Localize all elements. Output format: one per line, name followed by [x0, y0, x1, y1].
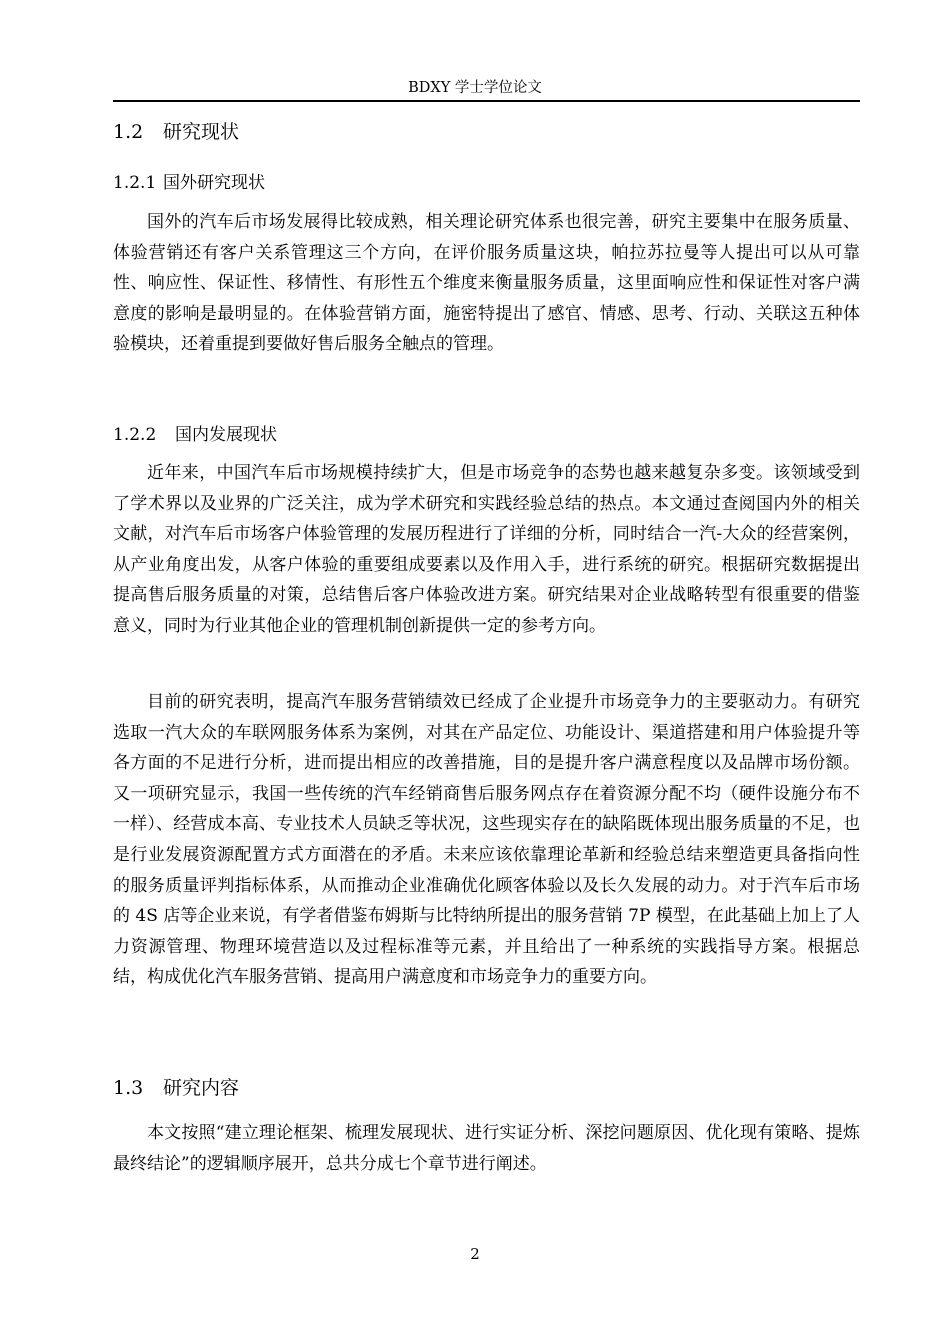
subsection-heading-1-2-2 [113, 424, 277, 446]
section-number: 1.3 [113, 1077, 144, 1099]
paragraph-domestic-development: 近年来，中国汽车后市场规模持续扩大，但是市场竞争的态势也越来越复杂多变。该领域受到了学术界以及业界的广泛关注，成为学术研究和实践经验总结的热点。本文通过查阅国内外的相关文献，对汽车后市场客户体验管理的发展历程进行了详细的分析，同时结合一汽-大众的经营案例，从产业角度出发，从客户体验的重要组成要素以及作用入手，进行系统的研究。根据研究数据提出提高售后服务质量的对策，总结售后客户体验改进方案。研究结果对企业战略转型有很重要的借鉴意义，同时为行业其他企业的管理机制创新提供一定的参考方向。 [113, 463, 860, 636]
subsection-heading-1-2-1 [113, 172, 265, 194]
subsection-number: 1.2.2 [113, 425, 157, 445]
paragraph-current-research: 目前的研究表明，提高汽车服务营销绩效已经成了企业提升市场竞争力的主要驱动力。有研究选取一汽大众的车联网服务体系为案例，对其在产品定位、功能设计、渠道搭建和用户体验提升等各方面的不足进行分析，进而提出相应的改善措施，目的是提升客户满意程度以及品牌市场份额。又一项研究显示，我国一些传统的汽车经销商售后服务网点存在着资源分配不均（硬件设施分布不一样）、经营成本高、专业技术人员缺乏等状况，这些现实存在的缺陷既体现出服务质量的不足，也是行业发展资源配置方式方面潜在的矛盾。未来应该依靠理论革新和经验总结来塑造更具备指向性的服务质量评判指标体系，从而推动企业准确优化顾客体验以及长久发展的动力。对于汽车后市场的 4S 店等企业来说，有学者借鉴布姆斯与比特纳所提出的服务营销 7P 模型，在此基础上加上了人力资源管理、物理环境营造以及过程标准等元素，并且给出了一种系统的实践指导方案。根据总结，构成优化汽车服务营销、提高用户满意度和市场竞争力的重要方向。 [113, 692, 860, 988]
paragraph-research-content: 本文按照“建立理论框架、梳理发展现状、进行实证分析、深挖问题原因、优化现有策略、提炼最终结论”的逻辑顺序展开，总共分成七个章节进行阐述。 [113, 1123, 860, 1174]
section-title: 研究现状 [163, 121, 240, 143]
section-number: 1.2 [113, 121, 144, 143]
section-heading-1-2 [113, 120, 239, 144]
page-number: 2 [470, 1245, 480, 1263]
section-heading-1-3 [113, 1076, 239, 1100]
subsection-number: 1.2.1 [113, 173, 157, 193]
header-rule [113, 100, 860, 102]
running-header: BDXY 学士学位论文 [408, 80, 542, 96]
paragraph-foreign-research: 国外的汽车后市场发展得比较成熟，相关理论研究体系也很完善，研究主要集中在服务质量、体验营销还有客户关系管理这三个方向，在评价服务质量这块，帕拉苏拉曼等人提出可以从可靠性、响应性、保证性、移情性、有形性五个维度来衡量服务质量，这里面响应性和保证性对客户满意度的影响是最明显的。在体验营销方面，施密特提出了感官、情感、思考、行动、关联这五种体验模块，还着重提到要做好售后服务全触点的管理。 [113, 212, 860, 355]
section-title: 研究内容 [163, 1077, 240, 1099]
subsection-title: 国内发展现状 [175, 425, 277, 445]
subsection-title: 国外研究现状 [163, 173, 265, 193]
